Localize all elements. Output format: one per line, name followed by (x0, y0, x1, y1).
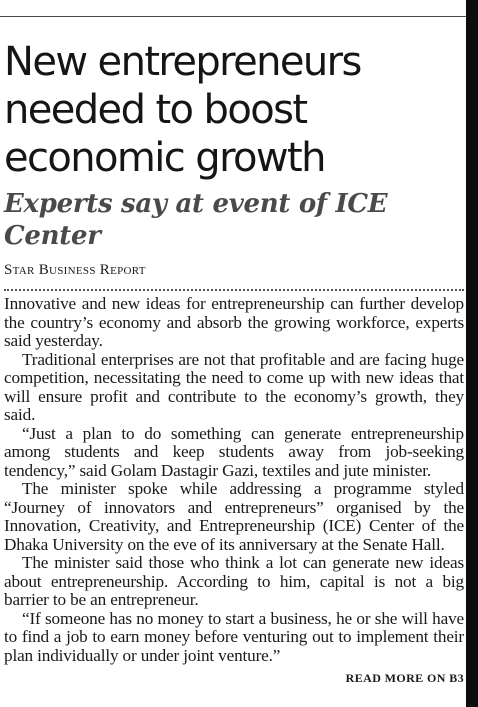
top-rule (0, 16, 466, 17)
paragraph-2: Traditional enterprises are not that profitable and are facing huge competition, necessitating the need to come up with new ideas that will ensure profit and contribute to the economy’s growth, they said. (4, 349, 464, 424)
paragraph-5: The minister said those who think a lot can generate new ideas about entrepreneurship. According to him, capital is not a big barrier to be an entrepreneur. (4, 553, 464, 609)
byline-text: Star Business Report (4, 262, 146, 278)
paragraph-6: “If someone has no money to start a business, he or she will have to find a job to earn money before venturing out to implement their plan individually or under joint venture.” (4, 608, 464, 665)
dotted-divider (4, 289, 464, 291)
page-edge-bar (466, 0, 478, 707)
headline: New entrepreneurs needed to boost economic growth (4, 39, 361, 181)
article-body (4, 295, 464, 665)
article (4, 38, 464, 686)
paragraph-3: “Just a plan to do something can generate entrepreneurship among students and keep students away from job-seeking tendency,” said Golam Dastagir Gazi, textiles and jute minister. (4, 423, 464, 480)
byline (4, 262, 464, 279)
subheadline: Experts say at event of ICE Center (4, 189, 388, 251)
paragraph-4: The minister spoke while addressing a programme styled “Journey of innovators and entrepreneurs” organised by the Innovation, Creativity, and Entrepreneurship (ICE) Center of the Dhaka University on the eve of its anniversary at the Senate Hall. (4, 479, 464, 554)
paragraph-1: Innovative and new ideas for entrepreneurship can further develop the country’s economy and absorb the growing workforce, experts said yesterday. (4, 294, 464, 350)
read-more-link[interactable]: READ MORE ON B3 (345, 671, 464, 685)
